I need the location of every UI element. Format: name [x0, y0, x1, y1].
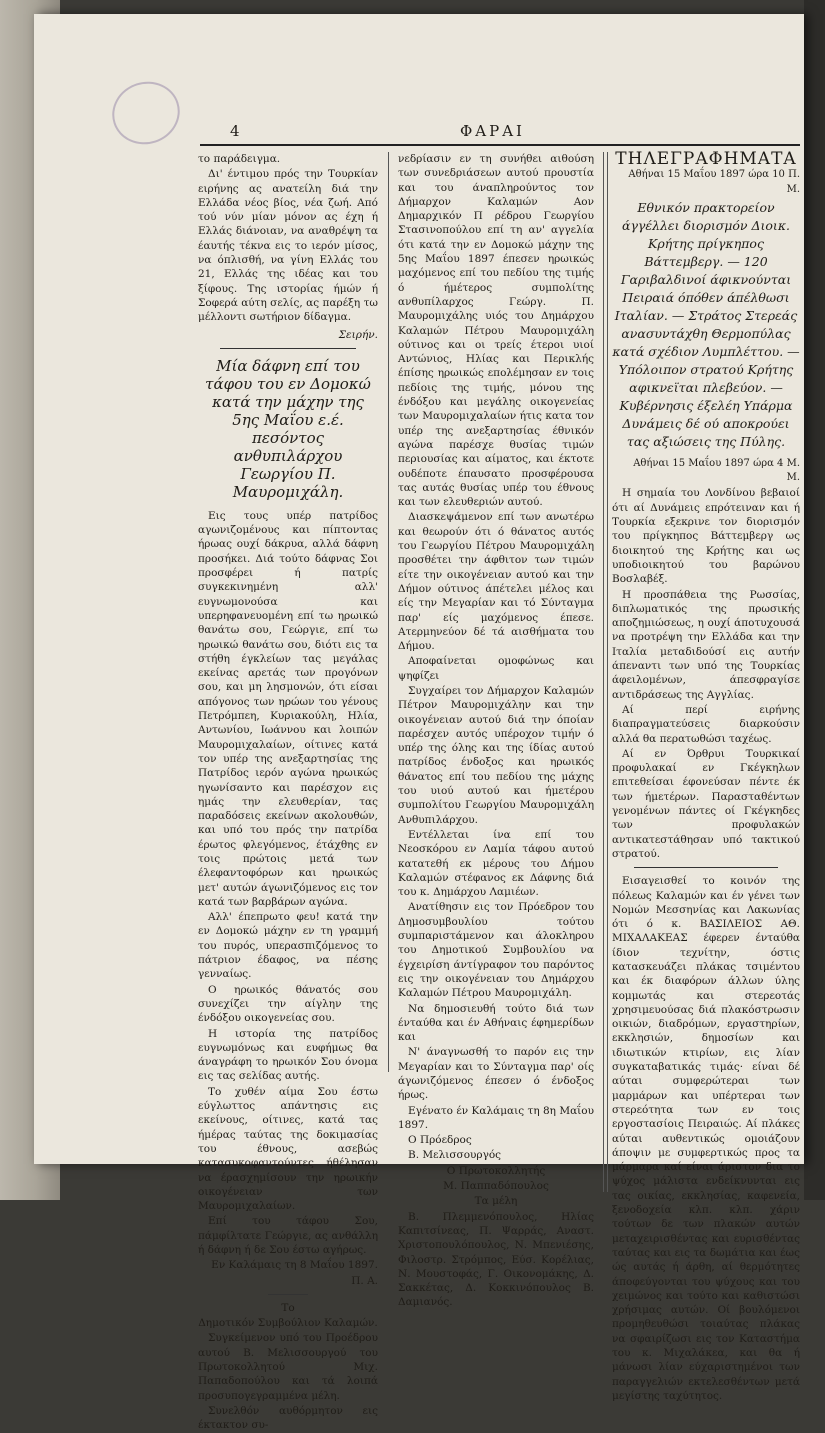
place-date: Εν Καλάμαις τη 8 Μαΐου 1897.: [211, 1259, 378, 1272]
to-label: Το: [281, 1301, 295, 1314]
column-2: [398, 152, 594, 1309]
paragraph: Ο ηρωικός θάνατός σου συνεχίζει την αίγλην της ένδόξου οικογενείας σου.: [198, 983, 378, 1025]
members-title: Τα μέλη: [474, 1195, 518, 1208]
paragraph: νεδρίασιν εν τη συνήθει αιθούση των συνεδριάσεων αυτού προυστία και του άναπληρούντος τον Δήμαρχον Καλαμών Αον Δημαρχικόν Π ρέδρου Γεωργίου Στασινοπούλου επί τη αν' αγγελία ότι κατά την εν Δομοκώ μάχην της 5ης Μαΐου 1897 έπεσεν ηρωικώς μαχόμενος επί του πεδίου της τιμής ό ήμέτερος συμπολίτης ανθυπίλαρχος Γεώργ. Π. Μαυρομιχάλης υιός του Δημάρχου Καλαμών Πέτρου Μαυρομιχάλη ούτινος και οι τρείς έτεροι υιοί Αντώνιος, Ηλίας και Περικλής έπίσης ηρωικώς επολέμησαν εν τοις πεδίοις της τιμής, μόνου της ένδόξου και μεγάλης οικογενείας των Μαυρομιχαλαίων ήτις κατα τον υπέρ της ανεξαρτησίας έθνικόν αγώνα παρέσχε θυσίας τιμών περιουσίας και αίματος, και έκτοτε ουδέποτε έπαυσατο προσφέρουσα τας αυτάς θυσίας υπέρ του έθνους και των ελευθεριών αυτού.: [398, 153, 594, 509]
column-1: [198, 152, 378, 1432]
paragraph: Εντέλλεται ίνα επί του Νεοσκόρου εν Λαμία τάφου αυτού κατατεθή εκ μέρους του Δήμου Καλαμών στέφανος εκ Δάφνης διά του κ. Δημάρχου Λαμιέων.: [398, 828, 594, 899]
president-name: Β. Μελισσουργός: [408, 1149, 502, 1162]
secretary-name: Μ. Παππαδόπουλος: [443, 1180, 549, 1193]
secretary-title: Ο Πρωτοκολλητής: [446, 1164, 546, 1177]
paragraph: Εις τους υπέρ πατρίδος αγωνιζομένους και πίπτοντας ήρωας ουχί δάκρυα, αλλά δάφνη προσήκει. Διά τούτο δάφνας Σοι προσφέρει ή πατρίς συγκεκινημένη αλλ' ευγνωμονούσα και υπερηφανευομένη επί τω ηρωικώ θανάτω σου, Γεώργιε, επί τω ηρωικώ θανάτω σου, διότι εις τα στήθη έγκλείων τας μεγάλας εκείνας αρετάς των προγόνων σου, και μη λησμονών, ότι είσαι απόγονος των ηρώων του γένους Πετρόμπεη, Κυριακούλη, Ηλία, Αντωνίου, Ιωάννου και λοιπών Μαυρομιχαλαίων, οίτινες κατά τον υπέρ της ανεξαρτησίας της Πατρίδος ιερόν αγώνα ηρωικώς ηγωνίσαντο και παρέσχον εις ημάς την ελευθερίαν, τας παραδόσεις εκείνων ακολουθών, και υπό του πρός την πατρίδα έρωτος φλεγόμενος, έτάχθης εν τοις πρώτοις μετά των έλεφαντοφόρων και ηρωικώς μετ' αυτών άγωνιζόμενος εις τον κατά των βαρβάρων αγώνα.: [198, 509, 378, 908]
paragraph: Να δημοσιευθή τούτο διά των ένταύθα και έν Αθήναις έφημερίδων και: [398, 1002, 594, 1044]
paragraph: Ανατίθησιν εις τον Πρόεδρον του Δημοσυμβουλίου τούτου συμπαριστάμενον και άλοκληρου του Δημοτικού Συμβουλίου να έγχειρίση άντίγραφον του παρόντος εις την οικογένειαν του Δημάρχου Καλαμών Πέτρου Μαυρομιχάλη.: [398, 901, 594, 1000]
paragraph: Αποφαίνεται ομοφώνως και ψηφίζει: [398, 655, 594, 682]
paragraph: Συγχαίρει τον Δήμαρχον Καλαμών Πέτρον Μαυρομιχάλην και την οικογένειαν αυτού διά την όποίαν παρέσχεν αυτός υπέροχον τιμήν ό υπέρ της όλης και της ίδίας αυτού πατρίδος ένδοξος και ηρωικός θάνατος επί του πεδίου της μάχης του υιού αυτού και ήμετέρου συμπολίτου Γεωργίου Μαυρομιχάλη Ανθυπιλάρχου.: [398, 684, 594, 826]
column-3: [612, 149, 800, 1402]
scan-right-edge: [804, 0, 825, 1200]
paragraph: Επί του τάφου Σου, πάμφίλτατε Γεώργιε, ας ανθάλλη ή δάφνη ή δε Σου έστω αγήρως.: [198, 1215, 378, 1256]
place-date: Εγένατο έν Καλάμαις τη 8η Μαΐου 1897.: [398, 1104, 594, 1131]
president-title: Ο Πρόεδρος: [408, 1134, 472, 1147]
article-headline: Μία δάφνη επί του τάφου του εν Δομοκώ κατά την μάχην της 5ης Μαΐου ε.έ. πεσόντος ανθυπιλάρχου Γεωργίου Π. Μαυρομιχάλη.: [205, 356, 371, 501]
paragraph: Η ιστορία της πατρίδος ευγνωμόνως και ευφήμως θα άναγράφη το ηρωικόν Σου όνομα εις τας σελίδας αυτής.: [198, 1027, 378, 1083]
masthead: ΦΑΡΑΙ: [460, 122, 525, 140]
column-divider: [603, 152, 604, 1192]
telegram-text: Εθνικόν πρακτορείον άγγέλλει διορισμόν Διοικ. Κρήτης πρίγκηπος Βάττεμβεργ. — 120 Γαριβαλδινοί άφικνούνται Πειραιά όπόθεν άπέλθωσι Ιταλίαν. — Στράτος Στερεάς ανασυντάχθη Θερμοπύλας κατά σχέδιον Λυμπλέττου. — Υπόλοιπον στρατού Κρήτης αφικνεϊται πλεβεύον. — Κυβέρνησις έξελέη Υπάρμα Δυνάμεις δέ ού αποκρούει τας αξιώσεις της Πύλης.: [612, 199, 800, 449]
divider: [634, 867, 778, 868]
page-header: [230, 122, 790, 142]
signature: Σειρήν.: [338, 328, 378, 341]
paragraph: Συγκείμενον υπό του Προέδρου αυτού Β. Μελισσουργού του Πρωτοκολλητού Μιχ. Παπαδοπούλου και τά λοιπά προσυπογεγραμμένα μέλη.: [198, 1332, 378, 1402]
paragraph: Αί εν Όρθρυι Τουρκικαί προφυλακαί εν Γκέγκηλων επιτεθείσαι έφονεύσαν πέντε έκ των ήμετέρων. Παρασταθέντων γενομένων πάντες οί Γκέγκηδες των προφυλακών αντικατεστάθησαν υπό τακτικού στρατού.: [612, 747, 800, 860]
section-title: ΤΗΛΕΓΡΑΦΗΜΑΤΑ: [615, 149, 797, 169]
members-list: Β. Πλεμμενόπουλος, Ηλίας Καπιτσίνεας, Π. Ψαρράς, Αναστ. Χριστοπουλόπουλος, Ν. Μπενιέσης, Φιλοστρ. Στρόμπος, Εύσ. Κορέλιας, Ν. Μουστοφάς, Γ. Οικονομάκης, Δ. Σακκέτας, Δ. Κοκκινόπουλος Β. Δαμιανός.: [398, 1210, 594, 1309]
paragraph: Αί περί ειρήνης διαπραγματεύσεις διαρκούσιν αλλά θα περατωθώσι ταχέως.: [612, 703, 800, 745]
page-number: 4: [230, 122, 240, 140]
dateline: Αθήναι 15 Μαΐου 1897 ώρα 4 Μ. Μ.: [633, 457, 800, 484]
paragraph: Η προσπάθεια της Ρωσσίας, διπλωματικός της πρωσικής αποζημιώσεως, η ουχί άποτυχουσά να προτρέψη την Ελλάδα και την Ιταλία μεταδιδούσί εις αυτήν άπεναντι των υπό της Τουρκίας άφειλομένων, άπεσφραγίσε αντιδράσεως της Αγγλίας.: [612, 588, 800, 701]
column-divider: [607, 152, 608, 1192]
paragraph: Το χυθέν αίμα Σου έστω εύγλωττος απάντησις εις εκείνους, οίτινες, κατά τας ήμέρας ταύτας της δοκιμασίας του έθνους, ασεβώς κατασυκοφαντούντες ήθέλησαν να έρασχημίσουν την ηρωικήν οικογένειαν των Μαυρομιχαλαίων.: [198, 1085, 378, 1213]
column-divider: [388, 152, 389, 1072]
paragraph: Διασκεψάμενον επί των ανωτέρω και θεωρούν ότι ό θάνατος αυτός του Γεωργίου Πέτρου Μαυρομιχάλη προσθέτει την άφθιτον των τιμών είτε την οικογένειαν αυτού και την Δήμον ούτινος άπέτελει μέλος και είς την Μεγαρίαν και τό Σύνταγμα παρ' είς μαχόμενος έπεσε. Ατερμηνεύον δέ τά αισθήματα του Δήμου.: [398, 511, 594, 653]
header-rule: [200, 144, 800, 146]
paragraph: Συνελθόν αυθόρμητον εις έκτακτον συ-: [198, 1404, 378, 1432]
paragraph: Η σημαία του Λονδίνου βεβαιοί ότι αί Δυνάμεις επρότειναν και ή Τουρκία εξεκρινε τον διορισμόν του πρίγκηπος Βάττεμβεργ ως διοικητού της Κρήτης και ως υποδιοικητού του βαρώνου Βοσλαβέξ.: [612, 487, 800, 586]
paragraph: Ν' άναγνωσθή το παρόν εις την Μεγαρίαν και το Σύνταγμα παρ' οίς άγωνιζόμενος έπεσεν ό ένδοξος ήρως.: [398, 1046, 594, 1102]
dateline: Αθήναι 15 Μαΐου 1897 ώρα 10 Π. Μ.: [628, 169, 800, 195]
divider: [268, 1294, 308, 1295]
advertisement: Εισαγεισθεί το κοινόν της πόλεως Καλαμών και έν γένει των Νομών Μεσσηνίας και Λακωνίας ότι ό κ. ΒΑΣΙΛΕΙΟΣ ΑΘ. ΜΙΧΑΛΑΚΕΑΣ έφερεν ένταύθα ίδιον τεχνίτην, όστις κατασκευάζει πλάκας τσιμέντου και έκ διαφόρων άλλων ύλης κομμωτάς και στερεοτάς χρησιμευούσας διά πλακόστρωσιν οικιών, διαδρόμων, εργαστηρίων, εκκλησιών, δημοσίων και ιδιωτικών κτιρίων, εις λίαν συγκαταβατικάς τιμάς· είναι δέ αύται συμφερώτεραι των μαρμάρων και υπέρτεραι των στερεότητα των εν τοις εργοστασίοις Πειραιώς. Αί πλάκες αύται αυθεντικώς ομοιάζουν άποψιν με συμφερτικώς προς τα μάρμαρα καί είναι άριστον δια το ψύχος μάλιστα ενδείκνυνται εις τας οικίας, εκκλησίας, καφενεία, ξενοδοχεία κλπ. κλπ. χάριν τούτων δε των πλακών αυτών μεταχειρισθέντας και ευρισθέντας ταύτας και εις τα δωμάτια και έως ώς αυτάς ή άρθη, αί θερμότητες άποφεύγονται του ψύχους και του χειμώνος και τούτο και καθιστώσι χρήσιμας αυτών. Οί βουλόμενοι προμηθευθώσι τοιαύτας πλάκας να σφαιρίζωσι εις τον Καταστήμα του κ. Μιχαλάκεα, και θα ή μάνωσι λίαν εύχαριστημένοι των παραγγελιών εκτελεσθέντων μετά μεγίστης ταχύτητος.: [612, 875, 800, 1402]
paragraph: Δι' έντιμου πρός την Τουρκίαν ειρήνης ας ανατείλη διά την Ελλάδα νέος βίος, νέα ζωή. Από τού νύν μίαν μόνον ας έχη ή Ελλάς διάνοιαν, να αναθρέψη τα έαυτής τέκνα εις το ιερόν μίσος, να όπλισθή, να γίνη Ελλάς του 21, Ελλάς της ιδέας και του ξίφους. Της ιστορίας ήμών ή Σοφερά αύτη σελίς, ας παρέξη τω μέλλοντι σωτήριον δίδαγμα.: [198, 168, 378, 324]
paragraph: Αλλ' έπεπρωτο φευ! κατά την εν Δομοκώ μάχην εν τη γραμμή του πυρός, υπερασπιζόμενος το πάτριον έδαφος, να πέσης γενναίως.: [198, 911, 378, 981]
initials: Π. Α.: [351, 1274, 378, 1287]
paragraph: το παράδειγμα.: [198, 153, 281, 165]
divider: [220, 348, 356, 349]
council-title: Δημοτικόν Συμβούλιον Καλαμών.: [198, 1317, 378, 1330]
